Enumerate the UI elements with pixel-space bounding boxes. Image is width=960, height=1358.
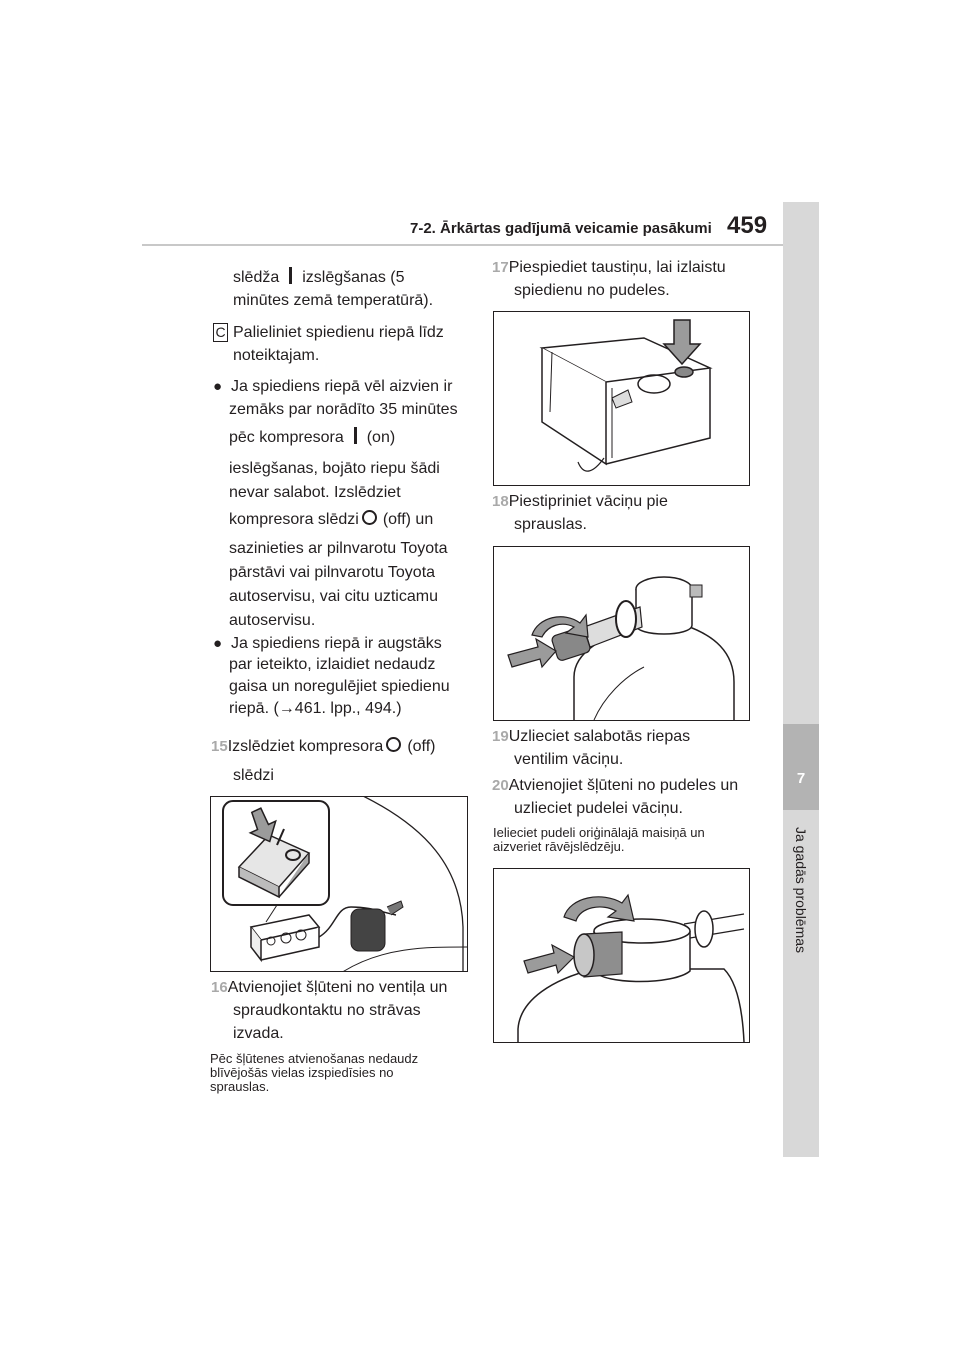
text: pēc kompresora — [229, 429, 344, 446]
switch-off-ring-icon — [386, 737, 401, 752]
text: Izslēdziet kompresora — [227, 738, 384, 755]
figure-bottle-button — [493, 311, 750, 486]
text: Piestipriniet vāciņu pie — [508, 493, 668, 510]
text-line: nevar salabot. Izslēdziet — [229, 484, 401, 501]
step-number: 19 — [492, 728, 509, 745]
step-label-c: C — [213, 323, 228, 342]
text: Palieliniet spiedienu riepā līdz — [233, 324, 444, 341]
note-line: sprauslas. — [210, 1079, 270, 1094]
text-line: sazinieties ar pilnvarotu Toyota — [229, 540, 448, 557]
chapter-number: 7 — [796, 770, 806, 787]
text-line: pārstāvi vai pilnvarotu Toyota — [229, 564, 436, 581]
text-line: sprauslas. — [514, 516, 587, 533]
text-line: minūtes zemā temperatūrā). — [233, 292, 434, 309]
text: slēdža — [233, 269, 280, 286]
bullet-line — [213, 375, 452, 398]
step-16-line — [211, 976, 447, 999]
text-line: ieslēgšanas, bojāto riepu šādi — [229, 460, 440, 477]
step-19-line — [492, 725, 690, 748]
step-18-line — [492, 490, 668, 513]
page-number: 459 — [727, 212, 768, 239]
text-line — [229, 426, 395, 449]
text: (on) — [366, 429, 396, 446]
text: Piespiediet taustiņu, lai izlaistu — [508, 259, 726, 276]
text-line: autoservisu, vai citu uzticamu — [229, 588, 438, 605]
chapter-label: Ja gadās problēmas — [793, 826, 809, 954]
text: Uzlieciet salabotās riepas — [508, 728, 691, 745]
chapter-tab[interactable] — [783, 724, 819, 810]
text: izslēgšanas (5 — [302, 269, 405, 286]
figure-switch-compressor — [210, 796, 468, 972]
text: (off) — [407, 738, 436, 755]
text-line: gaisa un noregulējiet spiedienu — [229, 678, 450, 695]
text-line[interactable]: riepā. (→461. lpp., 494.) — [229, 700, 402, 717]
text-line: autoservisu. — [229, 612, 316, 629]
chapter-sidebar — [783, 202, 819, 1157]
text-line: izvada. — [233, 1025, 284, 1042]
switch-off-ring-icon — [362, 510, 377, 525]
step-number: 17 — [492, 259, 509, 276]
text-line: slēdzi — [233, 767, 274, 784]
section-title: 7-2. Ārkārtas gadījumā veicamie pasākumi — [410, 220, 712, 237]
step-15-line — [211, 735, 435, 758]
note-line: Pēc šļūtenes atvienošanas nedaudz — [210, 1051, 419, 1066]
figure-attach-cap — [493, 546, 750, 721]
text: Ja spiediens riepā vēl aizvien ir — [230, 378, 453, 395]
bullet-icon: ● — [213, 378, 223, 395]
step-number: 15 — [211, 738, 228, 755]
step-number: 18 — [492, 493, 509, 510]
text: Atvienojiet šļūteni no ventiļa un — [227, 979, 448, 996]
text-line — [233, 266, 405, 289]
text-line: uzlieciet pudelei vāciņu. — [514, 800, 683, 817]
step-number: 20 — [492, 777, 509, 794]
text: Ja spiediens riepā ir augstāks — [230, 635, 442, 652]
text: kompresora slēdzi — [229, 511, 359, 528]
step-20-line — [492, 774, 738, 797]
text-line: noteiktajam. — [233, 347, 320, 364]
header-rule — [142, 244, 783, 246]
step-number: 16 — [211, 979, 228, 996]
text-line: spiedienu no pudeles. — [514, 282, 670, 299]
text-line: spraudkontaktu no strāvas — [233, 1002, 421, 1019]
note-line: aizveriet rāvējslēdzēju. — [493, 839, 625, 854]
switch-on-bar-icon — [289, 267, 292, 284]
switch-on-bar-icon — [354, 427, 357, 444]
text-line: ventilim vāciņu. — [514, 751, 624, 768]
figure-cap-bottle — [493, 868, 750, 1043]
note-line: Ielieciet pudeli oriģinālajā maisiņā un — [493, 825, 705, 840]
bullet-line — [213, 632, 442, 655]
bullet-icon: ● — [213, 635, 223, 652]
note-line: blīvējošās vielas izspiedīsies no — [210, 1065, 394, 1080]
text-line — [229, 508, 433, 531]
step-17-line — [492, 256, 726, 279]
text: Atvienojiet šļūteni no pudeles un — [508, 777, 739, 794]
text: (off) un — [382, 511, 434, 528]
text-line — [213, 321, 444, 344]
text-line: zemāks par norādīto 35 minūtes — [229, 401, 458, 418]
text-line: par ieteikto, izlaidiet nedaudz — [229, 656, 436, 673]
